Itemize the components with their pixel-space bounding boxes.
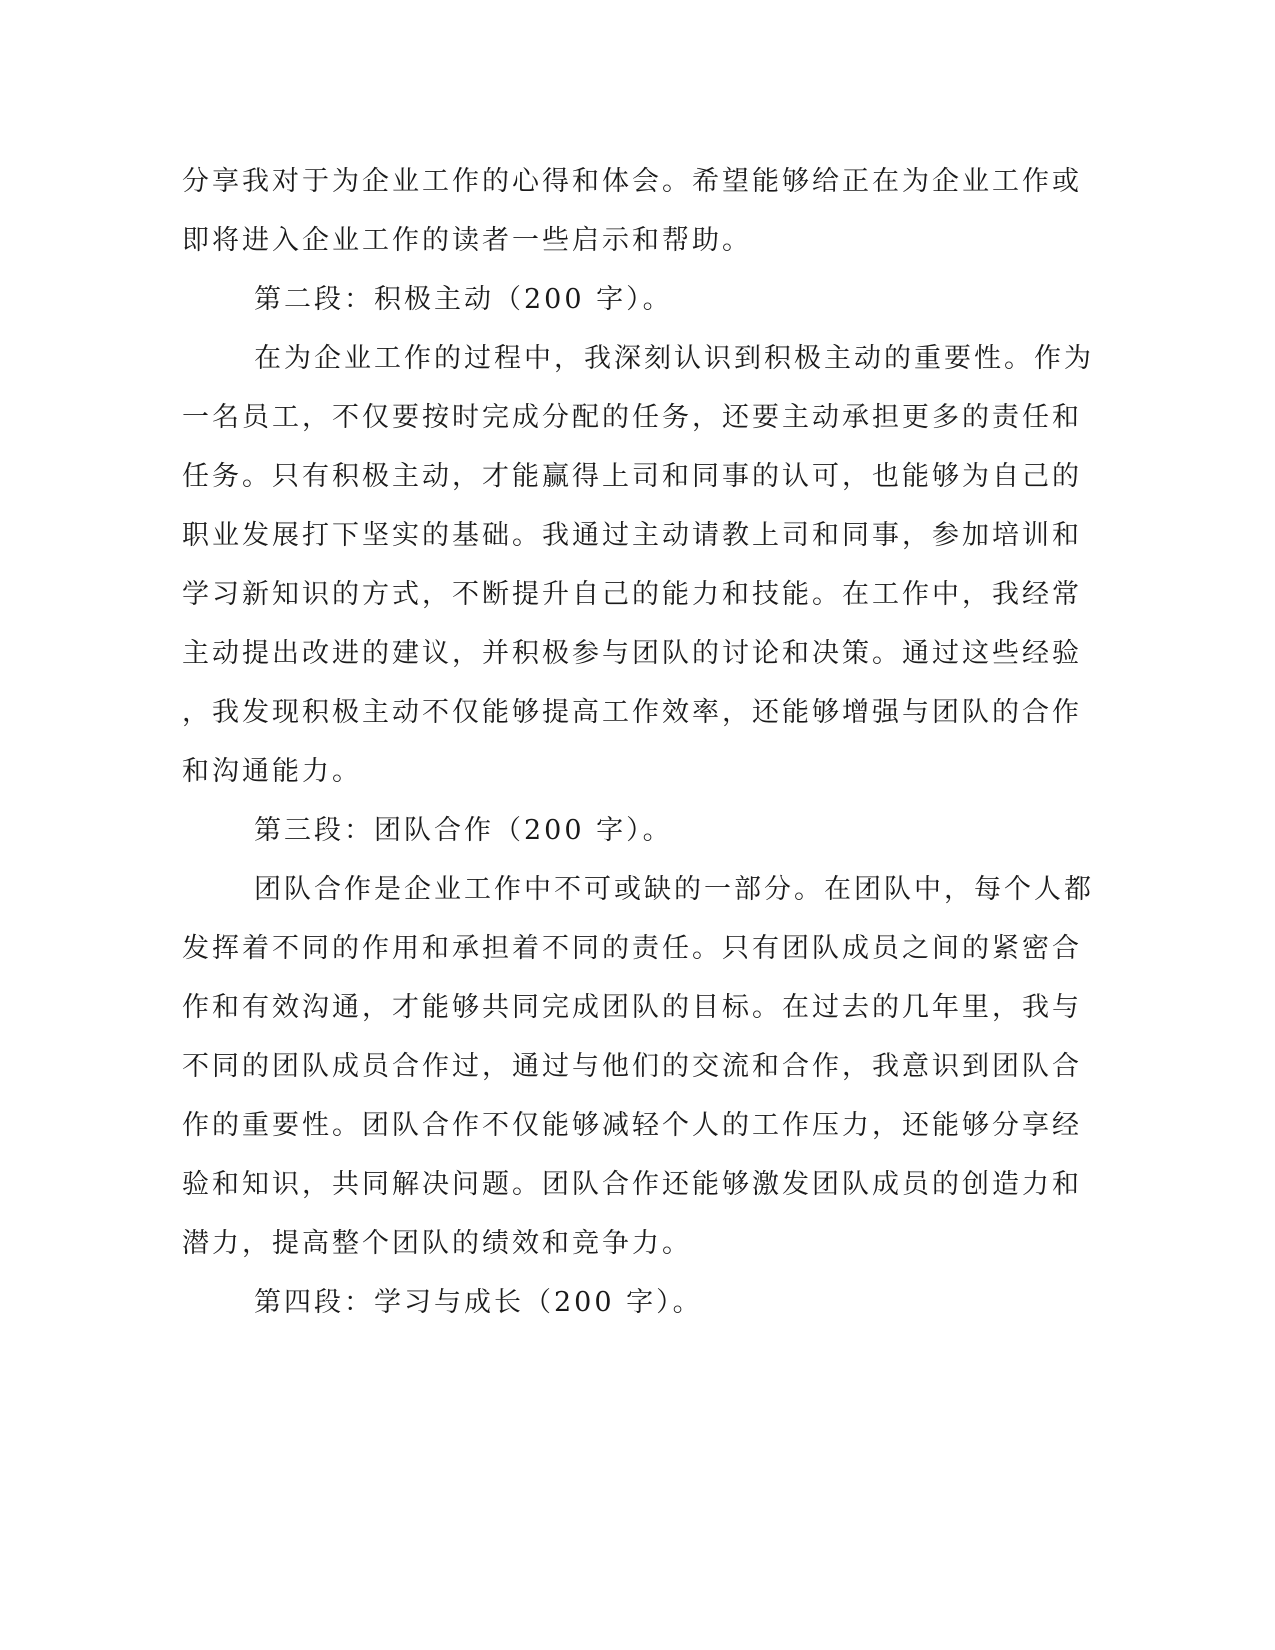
document-body — [182, 152, 1094, 1332]
paragraph-line: 潜力，提高整个团队的绩效和竞争力。 — [182, 1228, 692, 1259]
paragraph-line: 分享我对于为企业工作的心得和体会。希望能够给正在为企业工作或 — [182, 166, 1082, 197]
paragraph-line: 作和有效沟通，才能够共同完成团队的目标。在过去的几年里，我与 — [182, 992, 1082, 1023]
paragraph-line: 发挥着不同的作用和承担着不同的责任。只有团队成员之间的紧密合 — [182, 933, 1082, 964]
paragraph-line: 一名员工，不仅要按时完成分配的任务，还要主动承担更多的责任和 — [182, 402, 1082, 433]
paragraph-line: 学习新知识的方式，不断提升自己的能力和技能。在工作中，我经常 — [182, 579, 1082, 610]
paragraph-line: 任务。只有积极主动，才能赢得上司和同事的认可，也能够为自己的 — [182, 461, 1082, 492]
section-heading-4: 第四段：学习与成长（200 字）。 — [254, 1287, 703, 1318]
paragraph-line: 职业发展打下坚实的基础。我通过主动请教上司和同事，参加培训和 — [182, 520, 1082, 551]
paragraph-line: 在为企业工作的过程中，我深刻认识到积极主动的重要性。作为 — [254, 343, 1094, 374]
section-heading-2: 第二段：积极主动（200 字）。 — [254, 284, 673, 315]
paragraph-line: 不同的团队成员合作过，通过与他们的交流和合作，我意识到团队合 — [182, 1051, 1082, 1082]
paragraph-line: 和沟通能力。 — [182, 756, 362, 787]
paragraph-line: ，我发现积极主动不仅能够提高工作效率，还能够增强与团队的合作 — [182, 697, 1082, 728]
paragraph-line: 作的重要性。团队合作不仅能够减轻个人的工作压力，还能够分享经 — [182, 1110, 1082, 1141]
paragraph-line: 主动提出改进的建议，并积极参与团队的讨论和决策。通过这些经验 — [182, 638, 1082, 669]
paragraph-line: 团队合作是企业工作中不可或缺的一部分。在团队中，每个人都 — [254, 874, 1094, 905]
section-heading-3: 第三段：团队合作（200 字）。 — [254, 815, 673, 846]
paragraph-line: 即将进入企业工作的读者一些启示和帮助。 — [182, 225, 752, 256]
paragraph-line: 验和知识，共同解决问题。团队合作还能够激发团队成员的创造力和 — [182, 1169, 1082, 1200]
